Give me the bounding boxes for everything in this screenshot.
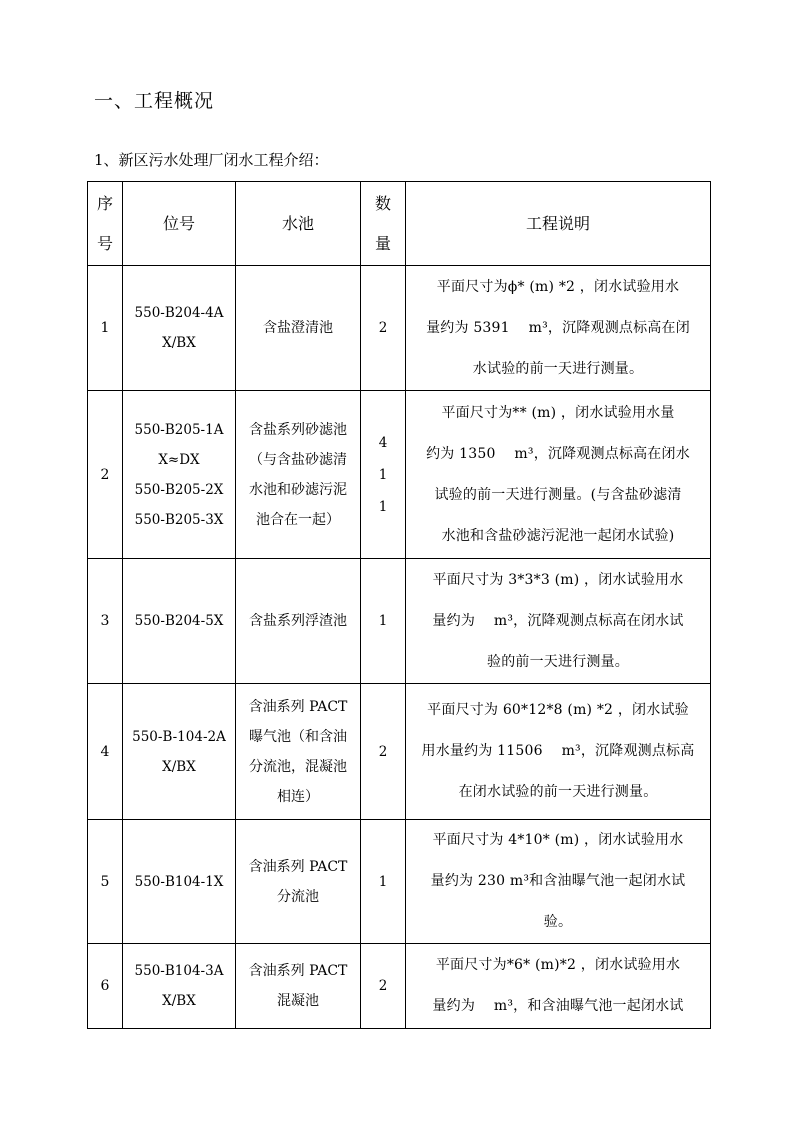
row-seq: 2 — [88, 391, 123, 559]
table-row — [88, 266, 711, 391]
table-row — [88, 944, 711, 1029]
row-description: 平面尺寸为 3*3*3 (m) ，闭水试验用水 量约为 m³，沉降观测点标高在闭水试 验的前一天进行测量。 — [406, 559, 711, 684]
row-seq: 4 — [88, 684, 123, 820]
row-tank: 含油系列 PACT 分流池 — [236, 820, 361, 944]
table-row — [88, 391, 711, 559]
row-description: 平面尺寸为*6* (m)*2 ，闭水试验用水 量约为 m³，和含油曝气池一起闭水试 — [406, 944, 711, 1029]
row-tank: 含盐系列浮渣池 — [236, 559, 361, 684]
header-position: 位号 — [123, 182, 236, 266]
row-description: 平面尺寸为** (m) ，闭水试验用水量 约为 1350 m³，沉降观测点标高在闭水 试验的前一天进行测量。(与含盐砂滤清 水池和含盐砂滤污泥池一起闭水试验) — [406, 391, 711, 559]
row-position: 550-B205-1A X≈DX 550-B205-2X 550-B205-3X — [123, 391, 236, 559]
row-description: 平面尺寸为ϕ* (m) *2 ，闭水试验用水 量约为 5391 m³，沉降观测点标高在闭 水试验的前一天进行测量。 — [406, 266, 711, 391]
row-position: 550-B204-4A X/BX — [123, 266, 236, 391]
row-position: 550-B-104-2A X/BX — [123, 684, 236, 820]
subsection-heading: 1、新区污水处理厂闭水工程介绍： — [94, 151, 329, 169]
header-qty: 数 量 — [361, 182, 406, 266]
row-qty: 1 — [361, 559, 406, 684]
header-seq: 序 号 — [88, 182, 123, 266]
row-position: 550-B104-3A X/BX — [123, 944, 236, 1029]
row-description: 平面尺寸为 4*10* (m) ，闭水试验用水 量约为 230 m³和含油曝气池一起闭水试 验。 — [406, 820, 711, 944]
row-qty: 2 — [361, 684, 406, 820]
row-qty: 4 1 1 — [361, 391, 406, 559]
row-seq: 1 — [88, 266, 123, 391]
row-tank: 含油系列 PACT 曝气池（和含油 分流池，混凝池 相连） — [236, 684, 361, 820]
section-heading: 一、工程概况 — [94, 90, 215, 112]
table-row — [88, 820, 711, 944]
row-qty: 1 — [361, 820, 406, 944]
table-header-row — [88, 182, 711, 266]
row-position: 550-B204-5X — [123, 559, 236, 684]
row-seq: 6 — [88, 944, 123, 1029]
table-row — [88, 684, 711, 820]
table-row — [88, 559, 711, 684]
row-seq: 5 — [88, 820, 123, 944]
row-qty: 2 — [361, 944, 406, 1029]
row-tank: 含油系列 PACT 混凝池 — [236, 944, 361, 1029]
row-qty: 2 — [361, 266, 406, 391]
header-tank: 水池 — [236, 182, 361, 266]
row-tank: 含盐澄清池 — [236, 266, 361, 391]
row-tank: 含盐系列砂滤池 （与含盐砂滤清 水池和砂滤污泥 池合在一起） — [236, 391, 361, 559]
row-description: 平面尺寸为 60*12*8 (m) *2 ，闭水试验 用水量约为 11506 m³，沉降观测点标高 在闭水试验的前一天进行测量。 — [406, 684, 711, 820]
header-desc: 工程说明 — [406, 182, 711, 266]
project-table — [87, 181, 711, 1029]
row-position: 550-B104-1X — [123, 820, 236, 944]
row-seq: 3 — [88, 559, 123, 684]
